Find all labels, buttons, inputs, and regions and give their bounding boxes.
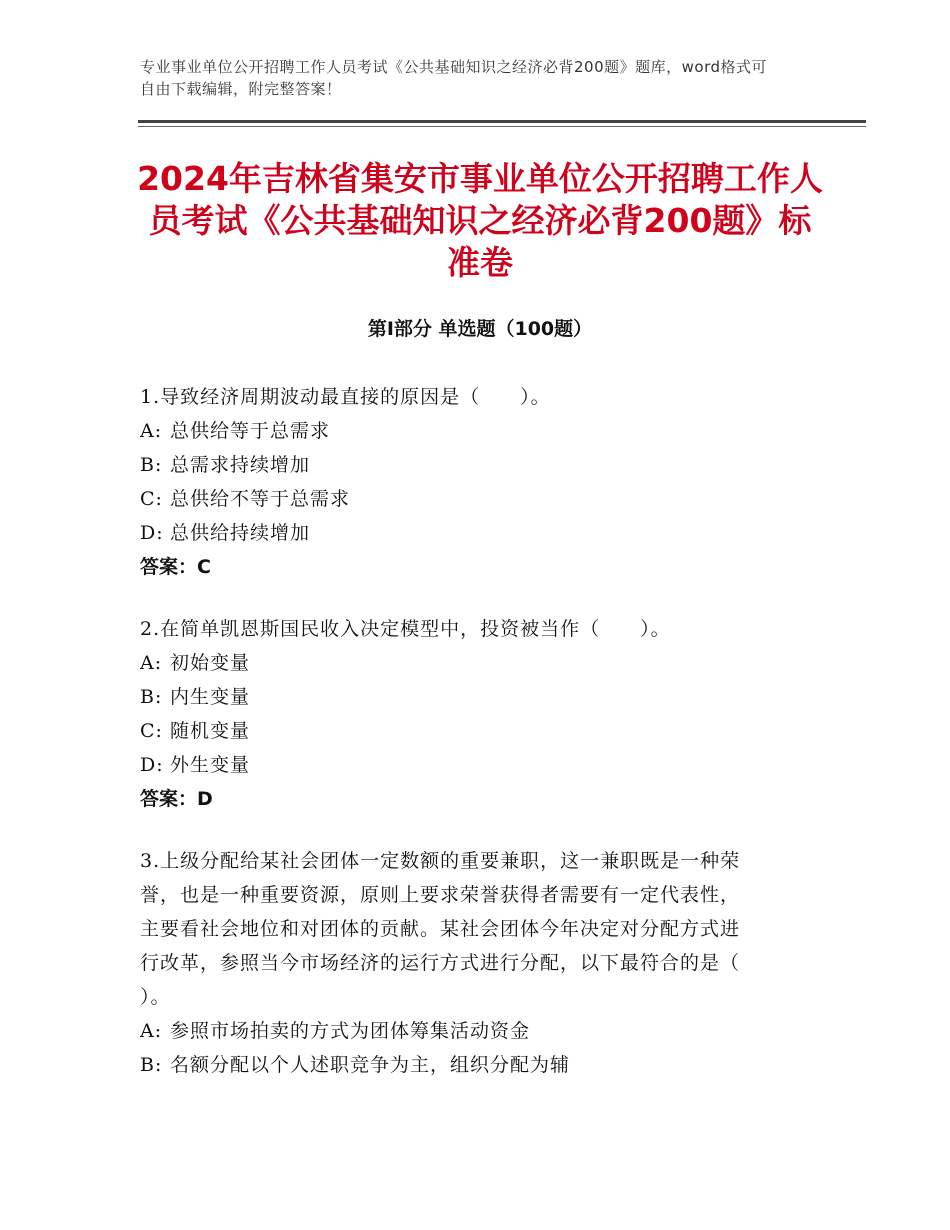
option-a [140,1014,820,1048]
option-text: 总供给等于总需求 [170,420,331,442]
option-d [140,748,820,782]
question-stem-line: 主要看社会地位和对团体的贡献。某社会团体今年决定对分配方式进 [140,918,741,940]
question-stem-line: ）。 [140,986,171,1008]
option-text: 内生变量 [170,686,251,708]
question-3 [140,844,820,1082]
option-text: 初始变量 [170,652,251,674]
option-letter: B: [140,686,163,708]
option-text: 总需求持续增加 [170,454,311,476]
option-letter: D: [140,754,164,776]
question-1 [140,380,820,584]
question-stem: 1.导致经济周期波动最直接的原因是（ ）。 [140,386,551,408]
header-rule-thin [138,126,866,127]
option-text: 随机变量 [170,720,251,742]
option-text: 名额分配以个人述职竞争为主，组织分配为辅 [170,1054,571,1076]
section-title: 第Ⅰ部分 单选题（100题） [367,318,593,340]
option-letter: C: [140,720,163,742]
option-text: 总供给不等于总需求 [170,488,351,510]
header-rule-thick [138,120,866,123]
option-letter: A: [140,420,163,442]
option-letter: A: [140,652,163,674]
option-letter: A: [140,1020,163,1042]
option-letter: C: [140,488,163,510]
option-letter: B: [140,454,163,476]
header-note: 专业事业单位公开招聘工作人员考试《公共基础知识之经济必背200题》题库，word格式可自由下载编辑，附完整答案！ [140,58,768,98]
question-list [140,380,820,1110]
option-b [140,1048,820,1082]
option-text: 总供给持续增加 [170,522,311,544]
option-a [140,646,820,680]
answer-line: 答案：D [140,788,213,810]
option-text: 外生变量 [170,754,251,776]
option-b [140,448,820,482]
option-text: 参照市场拍卖的方式为团体筹集活动资金 [170,1020,531,1042]
option-c [140,714,820,748]
option-a [140,414,820,448]
option-letter: D: [140,522,164,544]
option-d [140,516,820,550]
question-stem-line: 行改革，参照当今市场经济的运行方式进行分配，以下最符合的是（ [140,952,741,974]
answer-line: 答案：C [140,556,211,578]
document-title: 2024年吉林省集安市事业单位公开招聘工作人员考试《公共基础知识之经济必背200题》标准卷 [137,159,823,282]
question-2 [140,612,820,816]
option-b [140,680,820,714]
question-stem: 2.在简单凯恩斯国民收入决定模型中，投资被当作（ ）。 [140,618,671,640]
option-letter: B: [140,1054,163,1076]
question-stem-line: 3.上级分配给某社会团体一定数额的重要兼职，这一兼职既是一种荣 [140,850,741,872]
question-stem-line: 誉，也是一种重要资源，原则上要求荣誉获得者需要有一定代表性， [140,884,741,906]
option-c [140,482,820,516]
